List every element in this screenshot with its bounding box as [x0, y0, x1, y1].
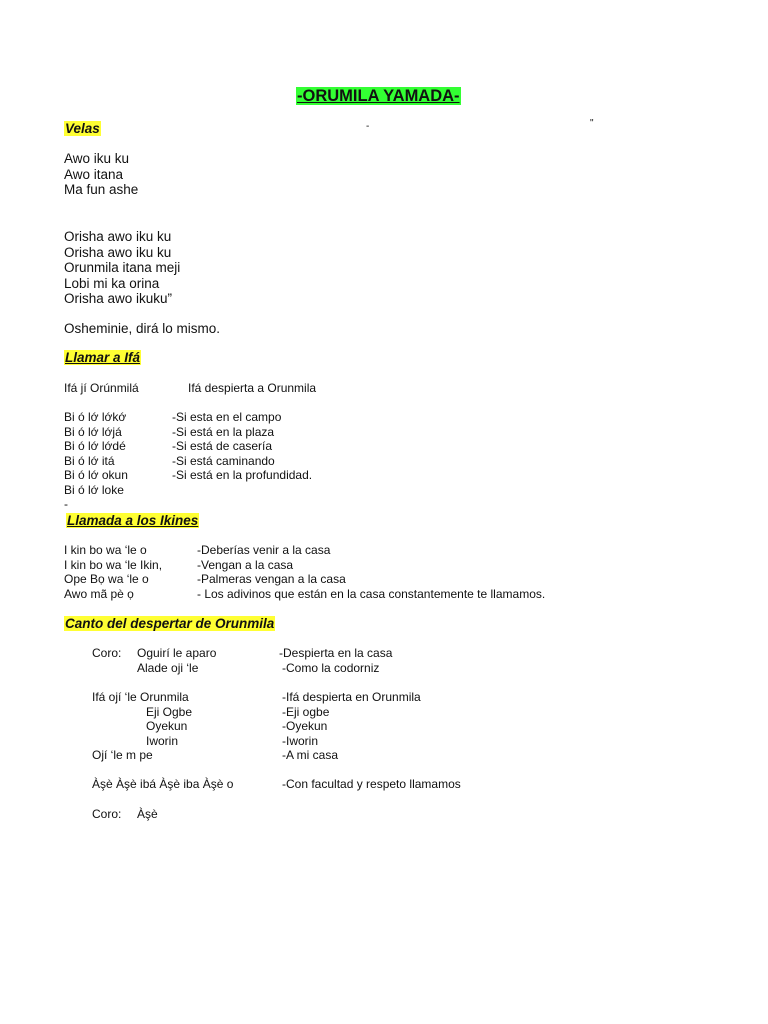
ikines-left-column — [64, 543, 162, 601]
translation-line: -Deberías venir a la casa — [197, 543, 331, 557]
translation-line: -Si está caminando — [172, 453, 275, 468]
verse-line: Awo mã pè ọ — [64, 586, 134, 601]
verse-line: Bi ó lớ loke — [64, 482, 124, 497]
llamar-heading-text: Llamar a Ifá — [65, 350, 141, 365]
verse-line: Lobi mi ka orina — [64, 275, 160, 291]
translation-line: -Ifá despierta en Orunmila — [282, 690, 421, 704]
llamar-intro-left: Ifá jí Orúnmilá — [64, 381, 139, 395]
translation-line: -Si está de casería — [172, 439, 273, 453]
verse-line: Bi ó lớ okun — [64, 468, 128, 482]
coro2-text: Àşè — [137, 807, 158, 821]
velas-note: Osheminie, dirá lo mismo. — [64, 321, 221, 336]
verse-line: Bi ó lớ lớkớ — [64, 410, 127, 424]
verse-line: Ma fun ashe — [64, 182, 139, 197]
canto-heading — [64, 616, 275, 631]
verse-line: Awo itana — [64, 166, 124, 182]
translation-line: -Palmeras vengan a la casa — [197, 572, 346, 586]
translation-line: -Si esta en el campo — [172, 410, 282, 424]
llamar-dash: - — [64, 497, 68, 511]
coro2-label: Coro: — [92, 807, 122, 821]
ifa-line-1-left: Ifá ojí ‘le Orunmila — [92, 690, 189, 704]
ase-right: -Con facultad y respeto llamamos — [282, 777, 461, 791]
verse-line: Awo iku ku — [64, 151, 130, 166]
ifa-left-indented — [146, 705, 192, 749]
verse-line: Oyekun — [146, 719, 188, 733]
translation-line: - Los adivinos que están en la casa constantemente te llamamos. — [197, 586, 546, 601]
coro-right-line-2: -Como la codorniz — [282, 660, 380, 675]
ikines-right-column — [197, 543, 545, 601]
translation-line: -Si está en la profundidad. — [172, 468, 313, 482]
llamar-right-column — [172, 410, 312, 483]
llamar-heading — [64, 350, 141, 365]
translation-line: -Oyekun — [282, 719, 328, 733]
coro-label: Coro: — [92, 646, 122, 660]
velas-stanza-2 — [64, 229, 180, 307]
translation-line: -Vengan a la casa — [197, 557, 294, 572]
coro-right-line-1: -Despierta en la casa — [279, 646, 393, 660]
translation-line: -Si está en la plaza — [172, 424, 275, 439]
ikines-heading — [66, 513, 199, 528]
llamar-intro-right: Ifá despierta a Orunmila — [188, 381, 317, 395]
ikines-heading-text: Llamada a los Ikines — [67, 513, 199, 528]
document-title-text: -ORUMILA YAMADA- — [297, 87, 460, 105]
velas-mark-2: " — [590, 118, 594, 129]
velas-heading — [64, 121, 101, 136]
verse-line: Orisha awo ikuku” — [64, 291, 173, 306]
velas-stanza-1 — [64, 151, 138, 198]
verse-line: Orisha awo iku ku — [64, 244, 172, 260]
ase-left: Àşè Àşè ibá Àşè iba Àşè o — [92, 777, 234, 791]
verse-line: Orunmila itana meji — [64, 260, 181, 275]
verse-line: I kin bo wa ‘le Ikin, — [64, 557, 163, 572]
document-title — [296, 87, 461, 106]
verse-line: Bi ó lớ lớdé — [64, 439, 126, 453]
translation-line: -Iworin — [282, 733, 319, 748]
verse-line: Ope Bọ wa ‘le o — [64, 572, 149, 586]
verse-line: Alade oji ‘le — [137, 660, 199, 675]
verse-line: I kin bo wa ‘le o — [64, 543, 147, 557]
llamar-left-column — [64, 410, 128, 497]
verse-line: Bi ó lớ itá — [64, 453, 115, 468]
verse-line: Bi ó lớ lớjá — [64, 424, 122, 439]
coro-left-column — [137, 646, 216, 675]
verse-line: Oguirí le aparo — [137, 646, 217, 660]
verse-line: Orisha awo iku ku — [64, 229, 172, 244]
velas-heading-text: Velas — [65, 121, 100, 136]
translation-line: -Eji ogbe — [282, 704, 330, 719]
ifa-right-column — [282, 690, 421, 763]
verse-line: Eji Ogbe — [146, 704, 193, 719]
ifa-line-5-left: Ojí ‘le m pe — [92, 748, 153, 762]
translation-line: -A mi casa — [282, 748, 339, 762]
verse-line: Iworin — [146, 733, 179, 748]
velas-mark-1: - — [366, 121, 370, 132]
canto-heading-text: Canto del despertar de Orunmila — [65, 616, 275, 631]
